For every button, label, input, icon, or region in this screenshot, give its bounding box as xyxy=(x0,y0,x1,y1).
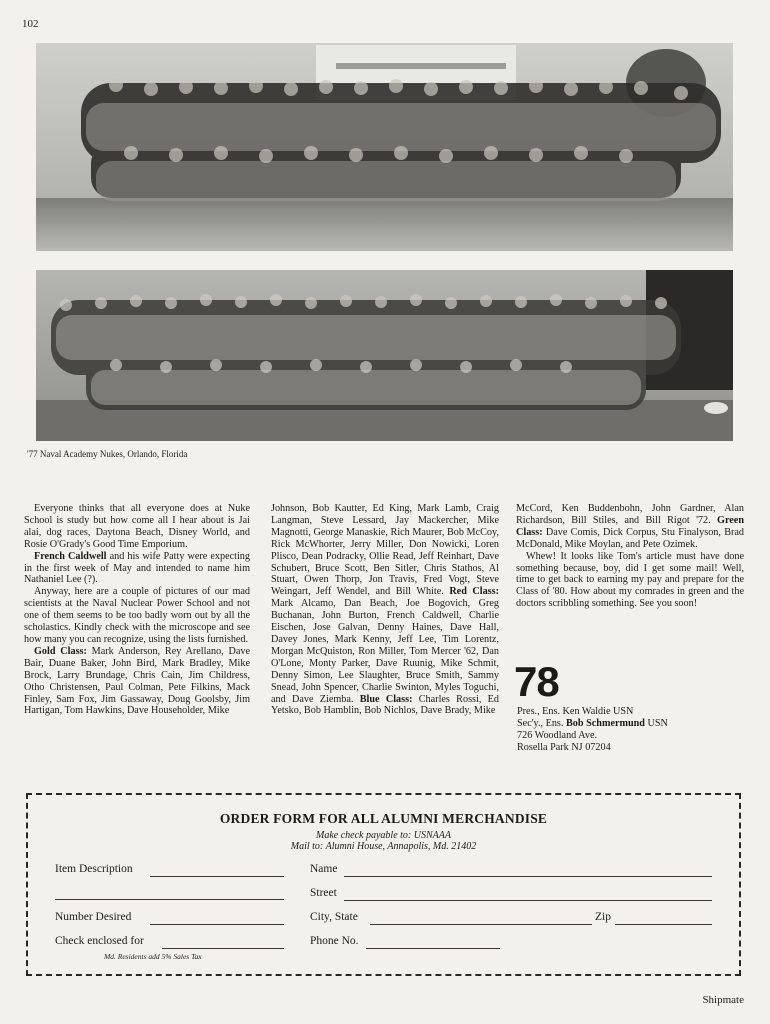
paragraph: Everyone thinks that all everyone does at Nuke School is study but how come all I hear about is Jai alai, dog races, Daytona Beach, Disney World, and Rosie O'Grady's Good Time Emporium. xyxy=(24,503,250,550)
order-form xyxy=(26,793,741,976)
check-enclosed-field[interactable] xyxy=(162,948,284,949)
paragraph: Whew! It looks like Tom's article must have done something because, boy, did I get some mail! Well, time to get back to earning my pay and prepare for the Class of '80. How about my comrades in green and the doctors scribbling something. See you soon! xyxy=(516,550,744,610)
paragraph: Gold Class: Mark Anderson, Rey Arellano, Dave Bair, Duane Baker, John Bird, Mark Bradley, Mike Brock, Larry Brundage, Chris Cain, Jim Childress, Otho Christensen, Paul Colman, Pete Filkins, Mack Finley, Sam Fox, Jim Gassaway, Doug Goolsby, Jim Hartigan, Tom Hawkins, Dave Householder, Mike xyxy=(24,645,250,717)
zip-label: Zip xyxy=(595,911,611,923)
paragraph: French Caldwell and his wife Patty were expecting in the first week of May and intended to name him Nathaniel Lee (?). xyxy=(24,550,250,586)
president-line: Pres., Ens. Ken Waldie USN xyxy=(517,706,634,717)
phone-field[interactable] xyxy=(366,948,500,949)
address-city: Rosella Park NJ 07204 xyxy=(517,741,611,753)
zip-field[interactable] xyxy=(615,924,712,925)
class-heading: Green Class: xyxy=(516,514,744,538)
item-description-field[interactable] xyxy=(150,876,284,877)
article-column-1 xyxy=(24,503,250,717)
item-description-field-2[interactable] xyxy=(55,899,284,900)
class-heading: Gold Class: xyxy=(34,645,87,657)
page-number: 102 xyxy=(22,18,39,30)
person-name: French Caldwell xyxy=(34,550,107,562)
class-officers-signature xyxy=(517,706,668,754)
street-label: Street xyxy=(310,887,337,899)
check-enclosed-label: Check enclosed for xyxy=(55,935,144,947)
number-desired-label: Number Desired xyxy=(55,911,132,923)
group-photo-bottom-image xyxy=(36,270,733,441)
photo-caption: '77 Naval Academy Nukes, Orlando, Florida xyxy=(27,449,188,459)
class-year-heading: 78 xyxy=(514,658,559,705)
group-photo-top xyxy=(36,43,733,251)
name-label: Name xyxy=(310,863,338,875)
order-form-title: ORDER FORM FOR ALL ALUMNI MERCHANDISE xyxy=(219,811,548,826)
name-field[interactable] xyxy=(344,876,712,877)
city-state-field[interactable] xyxy=(370,924,592,925)
paragraph: McCord, Ken Buddenbohn, John Gardner, Alan Richardson, Bill Stiles, and Bill Rigot '72. Green Class: Dave Comis, Dick Corpus, Stu Finalyson, Brad McDonald, Mike Moylan, and Pete Ozimek. xyxy=(516,503,744,550)
street-field[interactable] xyxy=(344,900,712,901)
number-desired-field[interactable] xyxy=(150,924,284,925)
class-heading: Red Class: xyxy=(449,586,499,598)
group-photo-top-image xyxy=(36,43,733,251)
mail-to-note: Mail to: Alumni House, Annapolis, Md. 21402 xyxy=(290,841,477,852)
article-column-2 xyxy=(271,503,499,717)
item-description-label: Item Description xyxy=(55,863,133,875)
address-street: 726 Woodland Ave. xyxy=(517,729,598,741)
group-photo-bottom xyxy=(36,270,733,441)
article-column-3 xyxy=(516,503,744,610)
phone-label: Phone No. xyxy=(310,935,359,947)
paragraph: Anyway, here are a couple of pictures of our mad scientists at the Naval Nuclear Power School and not one of them seems to be too badly worn out by all the scholastics. Kindly check with the microscope and see how many you can recognize, using the lists furnished. xyxy=(24,586,250,645)
secretary-line: Sec'y., Ens. Bob Schmermund USN xyxy=(517,717,668,729)
publication-footer: Shipmate xyxy=(702,994,744,1006)
sales-tax-note: Md. Residents add 5% Sales Tax xyxy=(104,952,202,961)
payable-note: Make check payable to: USNAAA xyxy=(316,830,451,841)
paragraph: Johnson, Bob Kautter, Ed King, Mark Lamb, Craig Langman, Steve Lessard, Jay Mackercher, Mike Magnotti, George Manaskie, Rich Maurer, Bob McCoy, Rick McWhorter, Jerry Miller, Don Nowicki, Loren Plisco, Dean Podracky, Ollie Read, Jeff Reinhart, Dave Schubert, Bruce Scott, Ben Sitler, Chris Stathos, Al Stuart, Owen Thorp, Jon Travis, Fred Vogt, Steve Weingart, Jeff Wendel, and Bill White. Red Class: Mark Alcamo, Dan Beach, Joe Bogovich, Greg Buchanan, John Burton, French Caldwell, Charlie Eischen, Jose Galvan, Denny Haines, Dave Hall, Davey Jones, Mark Kenny, Jeff Lee, Tim Lorentz, Morgan McQuiston, Ron Miller, Tom Mercer '62, Dan O'Lone, Monty Parker, Dave Ruunig, Mike Schmit, Denny Simon, Lee Slaughter, Bruce Smith, Sammy Snead, John Spencer, Charlie Swinton, Myles Toguchi, and Dave Ziemba. Blue Class: Charles Rossi, Ed Yetsko, Bob Hamblin, Bob Nichlos, Dave Brady, Mike xyxy=(271,503,499,717)
city-state-label: City, State xyxy=(310,911,358,923)
class-heading: Blue Class: xyxy=(359,693,413,705)
